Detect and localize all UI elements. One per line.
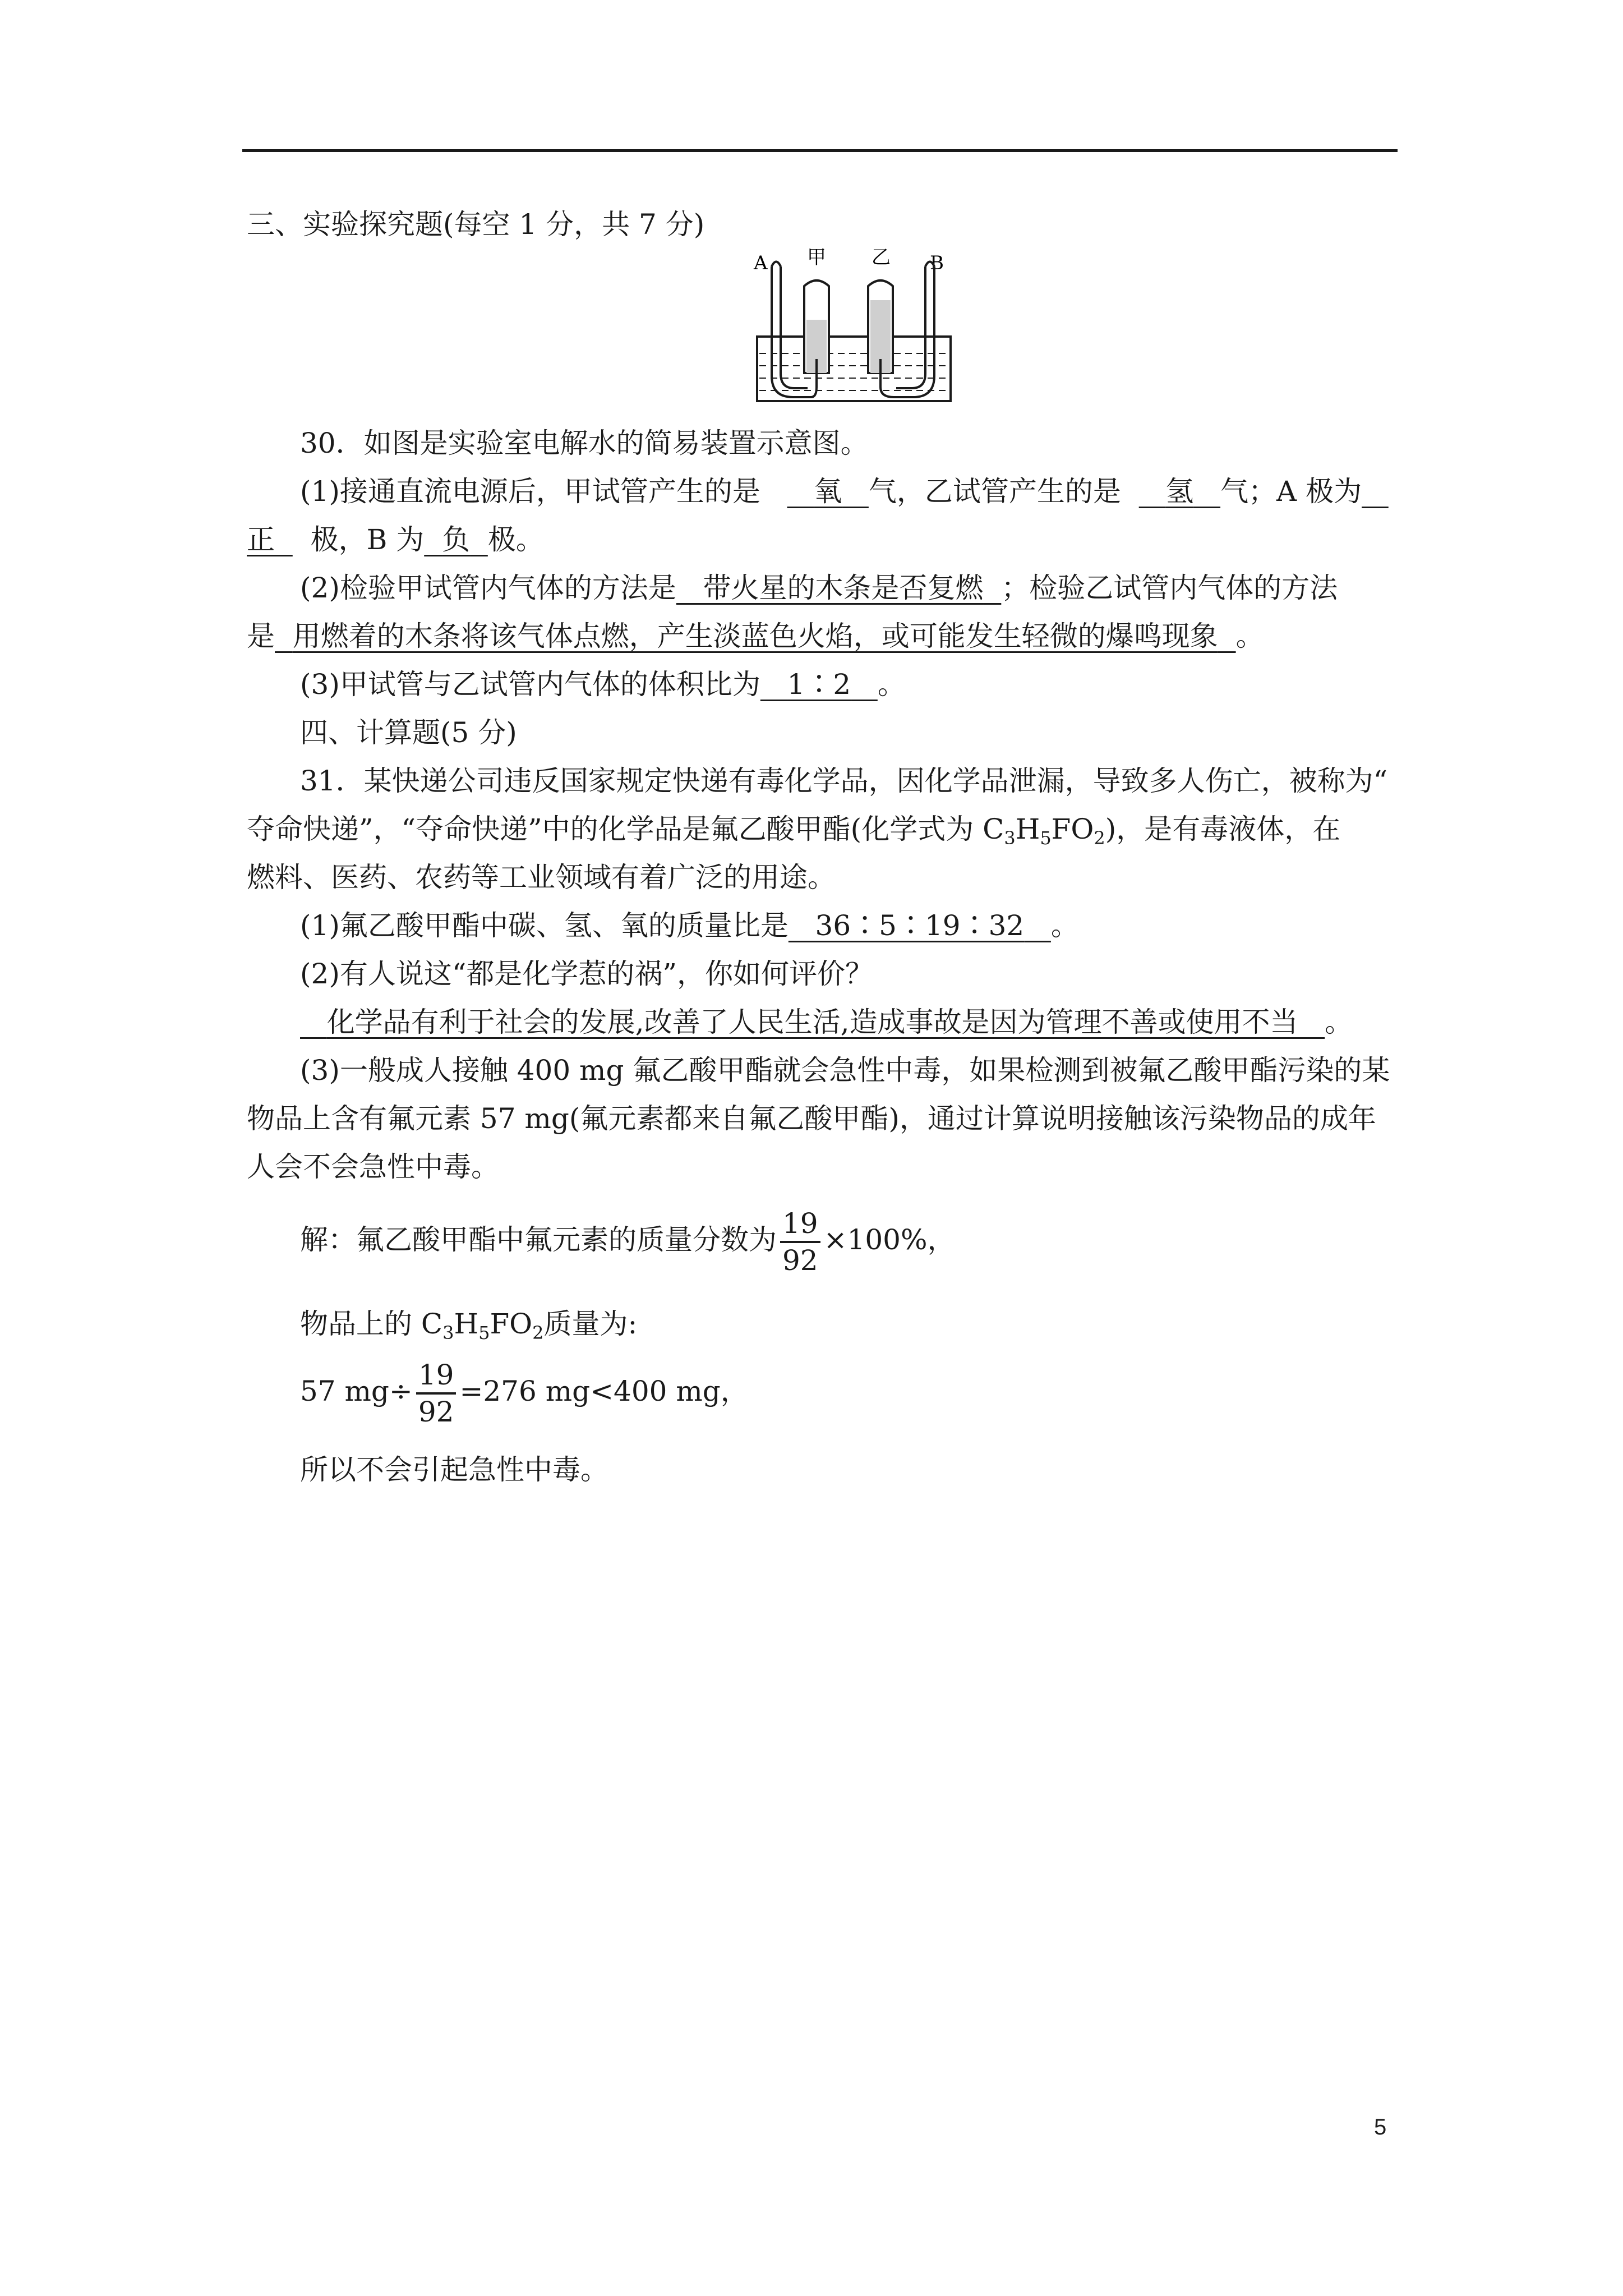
q31-p1-text-a: (1)氟乙酸甲酯中碳、氢、氧的质量比是	[300, 909, 789, 942]
q31-part2: (2)有人说这“都是化学惹的祸”，你如何评价？	[300, 958, 873, 990]
section4-title: 四、计算题(5 分)	[300, 716, 517, 749]
q30-p1-text-c: 气；A 极为	[1220, 475, 1362, 508]
page-number: 5	[1374, 2115, 1387, 2139]
solution-line2	[300, 1307, 637, 1350]
solution-formula-sub-h: 5	[478, 1322, 490, 1343]
fraction-divisor-denominator: 92	[418, 1396, 454, 1428]
answer-test-yi-text: 用燃着的木条将该气体点燃，产生淡蓝色火焰，或可能发生轻微的爆鸣现象	[292, 620, 1218, 652]
answer-yi-gas	[1139, 475, 1220, 508]
q30-part1-line1	[300, 475, 1389, 508]
q31-stem2-text-b: )，是有毒液体，在	[1105, 813, 1341, 845]
q30-p2-text-c: 是	[247, 620, 275, 652]
q30-p1-text-a: (1)接通直流电源后，甲试管产生的是	[300, 475, 760, 508]
q30-p2-text-a: (2)检验甲试管内气体的方法是	[300, 572, 676, 604]
solution-line1	[300, 1206, 955, 1278]
formula-sub-c: 3	[1004, 827, 1016, 849]
answer-jia-gas-text: 氧	[814, 475, 842, 508]
answer-evaluation-text: 化学品有利于社会的发展,改善了人民生活,造成事故是因为管理不善或使用不当	[326, 1006, 1298, 1038]
q31-stem-line3: 燃料、医药、农药等工业领域有着广泛的用途。	[247, 861, 836, 894]
q30-p1-text-b: 气，乙试管产生的是	[868, 475, 1121, 508]
q30-p2-text-d: 。	[1235, 620, 1264, 652]
solution-formula-sub-o: 2	[532, 1322, 544, 1343]
answer-yi-gas-text: 氢	[1165, 475, 1194, 508]
q30-part1-line2	[247, 523, 544, 556]
formula-h: H	[1015, 813, 1040, 845]
q31-part3-line3: 人会不会急性中毒。	[247, 1151, 499, 1183]
q31-stem-line1: 31．某快递公司违反国家规定快递有毒化学品，因化学品泄漏，导致多人伤亡，被称为“	[300, 765, 1388, 797]
header-rule	[242, 149, 1398, 152]
answer-electrode-a-text: 正	[247, 523, 275, 556]
answer-mass-ratio-text: 36∶5∶19∶32	[815, 909, 1025, 942]
answer-volume-ratio	[760, 668, 878, 701]
figure-label-jia: 甲	[807, 247, 826, 269]
q31-part3-line2: 物品上含有氟元素 57 mg(氟元素都来自氟乙酸甲酯)，通过计算说明接触该污染物品的成年	[247, 1102, 1376, 1135]
answer-evaluation	[300, 1006, 1325, 1038]
water-trough	[757, 337, 951, 401]
solution-2-text-b: 质量为:	[543, 1308, 638, 1340]
q30-part2-line1	[300, 571, 1338, 605]
q31-p1-text-b: 。	[1050, 909, 1079, 942]
electrode-wire-b-inner	[896, 266, 925, 388]
q31-stem2-text-a: 夺命快递”，“夺命快递”中的化学品是氟乙酸甲酯(化学式为 C	[247, 813, 1004, 845]
solution-3-text-a: 57 mg÷	[300, 1375, 413, 1407]
q30-p3-text-a: (3)甲试管与乙试管内气体的体积比为	[300, 668, 760, 701]
q30-part3	[300, 668, 906, 701]
fraction-divisor	[416, 1358, 457, 1429]
fraction-numerator: 19	[780, 1206, 820, 1243]
solution-formula-fo: FO	[490, 1308, 533, 1340]
answer-mass-ratio	[789, 909, 1051, 942]
solution-1-text-b: ×100%，	[823, 1223, 956, 1256]
figure-label-yi: 乙	[872, 247, 891, 269]
figure-label-a: A	[754, 252, 768, 274]
answer-electrode-b-text: 负	[442, 523, 471, 556]
figure-label-b: B	[930, 252, 944, 274]
section3-title: 三、实验探究题(每空 1 分，共 7 分)	[247, 208, 705, 241]
solution-line4: 所以不会引起急性中毒。	[300, 1453, 608, 1486]
electrolysis-apparatus-figure	[749, 247, 962, 409]
q31-part1	[300, 909, 1079, 942]
q30-p1-text-d: 极，B 为	[310, 523, 425, 556]
q30-stem: 30．如图是实验室电解水的简易装置示意图。	[300, 427, 869, 459]
answer-jia-gas	[787, 475, 869, 508]
solution-formula-sub-c: 3	[442, 1322, 454, 1343]
answer-volume-ratio-text: 1∶2	[787, 668, 851, 701]
fraction-denominator: 92	[782, 1244, 818, 1277]
formula-sub-h: 5	[1040, 827, 1052, 849]
q31-part3-line1: (3)一般成人接触 400 mg 氟乙酸甲酯就会急性中毒，如果检测到被氟乙酸甲酯污染的某	[300, 1054, 1390, 1087]
solution-3-text-b: =276 mg<400 mg，	[459, 1375, 749, 1407]
q31-stem-line2	[247, 812, 1340, 855]
solution-line3	[300, 1358, 749, 1429]
answer-test-yi	[275, 620, 1236, 652]
answer-evaluation-end: 。	[1325, 1006, 1353, 1038]
formula-fo: FO	[1051, 813, 1094, 845]
formula-sub-o: 2	[1094, 827, 1105, 849]
solution-2-text-a: 物品上的 C	[300, 1308, 443, 1340]
blank-end	[1362, 475, 1389, 508]
answer-electrode-a	[247, 523, 293, 556]
solution-1-text-a: 解：氟乙酸甲酯中氟元素的质量分数为	[300, 1223, 777, 1256]
wire-a-top	[772, 262, 781, 267]
answer-test-jia	[676, 572, 1001, 604]
fraction-divisor-numerator: 19	[416, 1358, 457, 1395]
answer-test-jia-text: 带火星的木条是否复燃	[703, 572, 984, 604]
solution-formula-h: H	[454, 1308, 479, 1340]
q30-p1-text-e: 极。	[487, 523, 544, 556]
q30-p2-text-b: ；检验乙试管内气体的方法	[1001, 572, 1338, 604]
q30-p3-text-b: 。	[877, 668, 906, 701]
answer-electrode-b	[424, 523, 488, 556]
q30-part2-line2	[247, 619, 1264, 653]
fraction-fluorine	[780, 1206, 820, 1278]
q31-part2-answer-line	[300, 1005, 1353, 1039]
